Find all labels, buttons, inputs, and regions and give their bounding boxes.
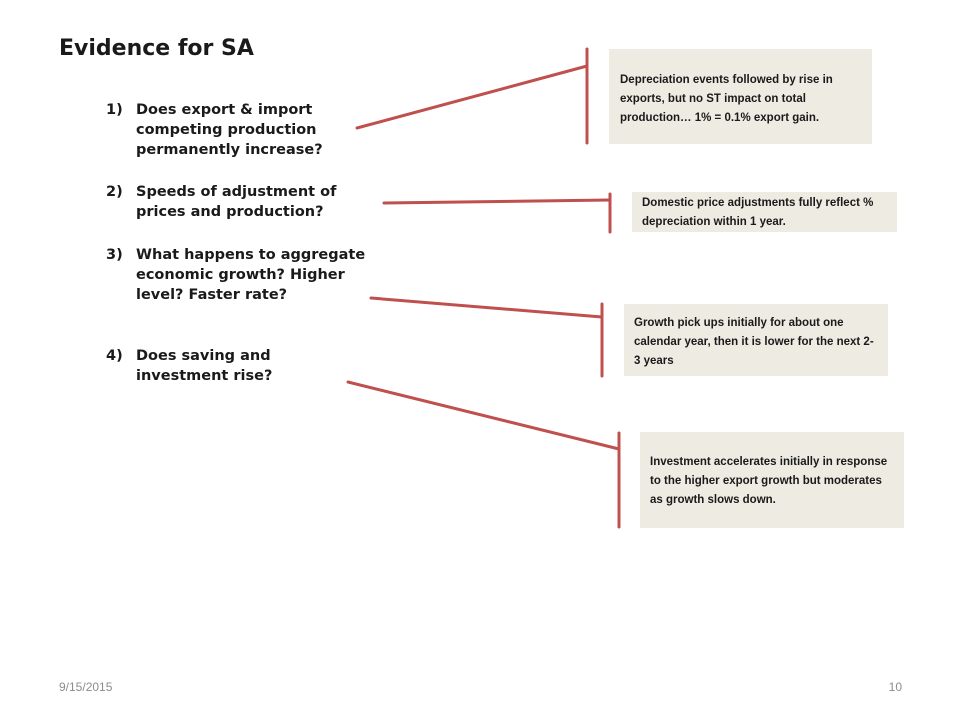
finding-box-1 — [609, 49, 872, 144]
finding-box-2 — [632, 192, 897, 232]
finding-box-4 — [640, 432, 904, 528]
question-text: Does export & import competing production permanently increase? — [136, 102, 323, 158]
footer-date: 9/15/2015 — [59, 680, 113, 694]
connector-line-1 — [357, 66, 587, 128]
question-text: Does saving and investment rise? — [136, 348, 273, 384]
finding-box-3 — [624, 304, 888, 376]
finding-text: Growth pick ups initially for about one calendar year, then it is lower for the next 2-3 years — [634, 317, 874, 367]
question-number: 2) — [106, 184, 123, 200]
connector-line-4 — [348, 382, 619, 449]
slide-title: Evidence for SA — [59, 36, 254, 61]
finding-text: Depreciation events followed by rise in exports, but no ST impact on total production… 1% = 0.1% export gain. — [620, 74, 833, 124]
finding-text: Domestic price adjustments fully reflect % depreciation within 1 year. — [642, 197, 874, 228]
question-number: 4) — [106, 348, 123, 364]
question-number: 1) — [106, 102, 123, 118]
question-text: What happens to aggregate economic growth? Higher level? Faster rate? — [136, 247, 366, 303]
footer-page-number: 10 — [888, 680, 902, 694]
connector-line-3 — [371, 298, 602, 317]
connector-line-2 — [384, 200, 610, 203]
question-text: Speeds of adjustment of prices and production? — [136, 184, 337, 220]
finding-text: Investment accelerates initially in response to the higher export growth but moderates as growth slows down. — [650, 456, 888, 506]
question-number: 3) — [106, 247, 123, 263]
